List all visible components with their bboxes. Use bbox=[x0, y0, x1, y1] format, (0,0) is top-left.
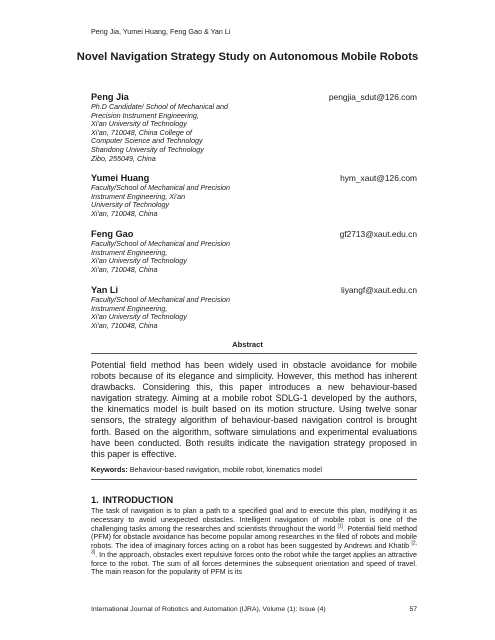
affiliation-line: Shandong University of Technology bbox=[91, 144, 204, 154]
section-heading-introduction bbox=[91, 495, 173, 505]
author-email[interactable]: pengjia_sdut@126.com bbox=[328, 92, 417, 102]
author-affiliation bbox=[91, 240, 417, 274]
paper-title: Novel Navigation Strategy Study on Autonomous Mobile Robots bbox=[76, 51, 419, 63]
keywords-line bbox=[91, 465, 417, 474]
keywords-text: Behaviour-based navigation, mobile robot, kinematics model bbox=[129, 465, 322, 474]
abstract-heading: Abstract bbox=[232, 340, 263, 349]
affiliation-line: Faculty/School of Mechanical and Precision bbox=[91, 183, 231, 192]
affiliation-line: Xi'an, 710048, China bbox=[91, 208, 158, 218]
page-footer bbox=[91, 606, 417, 613]
affiliation-line: Faculty/School of Mechanical and Precision bbox=[91, 239, 231, 248]
abstract-text: Potential field method has been widely used in obstacle avoidance for mobile robots because of its elegance and simplicity. However, this method has inherent drawbacks. Considering this, this paper introduces a new behaviour-based navigation strategy. Aiming at a mobile robot SDLG-1 developed by the authors, the kinematics model is built based on its motion structure. Using twelve sonar sensors, the strategy algorithm of behaviour-based navigation control is brought forth. Based on the algorithm, software simulations and experimental evaluations have been conducted. Both results indicate the navigation strategy proposed in this paper is effective. bbox=[91, 360, 417, 459]
author-affiliation bbox=[91, 296, 417, 330]
author-block-4 bbox=[91, 285, 417, 330]
introduction-text bbox=[91, 507, 417, 577]
affiliation-line: Instrument Engineering, Xi'an bbox=[91, 191, 186, 201]
abstract-top-rule bbox=[91, 353, 417, 354]
author-email[interactable]: hym_xaut@126.com bbox=[340, 173, 417, 183]
affiliation-line: Xi'an, 710048, China College of bbox=[91, 127, 192, 137]
section-number: 1. bbox=[91, 495, 99, 505]
affiliation-line: Ph.D Candidate/ School of Mechanical and bbox=[91, 102, 229, 111]
affiliation-line: Instrument Engineering, bbox=[91, 303, 168, 313]
author-name: Yan Li bbox=[91, 285, 119, 295]
keywords-bottom-rule bbox=[91, 479, 417, 480]
affiliation-line: Xi'an University of Technology bbox=[91, 256, 187, 266]
author-block-2 bbox=[91, 173, 417, 218]
citation-ref[interactable]: [2, 3] bbox=[91, 540, 417, 556]
author-name: Feng Gao bbox=[91, 229, 134, 239]
author-email[interactable]: liyangf@xaut.edu.cn bbox=[340, 285, 417, 295]
intro-text-run: The task of navigation is to plan a path to a specified goal and to execute this plan, modifying it as necessary to avoid unexpected obstacles. Intelligent navigation of mobile robot is one of the challenging tasks among the researches and scientists throughout the world bbox=[91, 506, 417, 533]
keywords-label: Keywords: bbox=[91, 465, 128, 474]
intro-text-run: . In the approach, obstacles exert repulsive forces onto the robot while the target applies an attractive force to the robot. The sum of all forces determines the subsequent orientation and speed of travel. The main reason for the popularity of PFM is its bbox=[91, 549, 417, 577]
intro-text-run: . Potential field method (PFM) for obstacle avoidance has become popular among researches in the filed of robots and mobile robots. The idea of imaginary forces acting on a robot has been suggested by Andrews and Khatib bbox=[91, 523, 417, 550]
affiliation-line: Xi'an, 710048, China bbox=[91, 320, 158, 330]
citation-ref[interactable]: [1] bbox=[337, 523, 344, 530]
affiliation-line: Xi'an University of Technology bbox=[91, 312, 187, 322]
author-block-3 bbox=[91, 229, 417, 274]
affiliation-line: Instrument Engineering, bbox=[91, 247, 168, 257]
affiliation-line: University of Technology bbox=[91, 200, 170, 210]
author-name: Yumei Huang bbox=[91, 173, 150, 183]
author-name: Peng Jia bbox=[91, 92, 129, 102]
running-head: Peng Jia, Yumei Huang, Feng Gao & Yan Li bbox=[91, 27, 231, 36]
affiliation-line: Xi'an, 710048, China bbox=[91, 264, 158, 274]
affiliation-line: Zibo, 255049, China bbox=[91, 153, 156, 163]
author-email[interactable]: gf2713@xaut.edu.cn bbox=[339, 229, 417, 239]
page-number: 57 bbox=[409, 606, 417, 613]
section-heading-text: INTRODUCTION bbox=[102, 495, 174, 505]
affiliation-line: Precision Instrument Engineering, bbox=[91, 110, 199, 120]
affiliation-line: Xi'an University of Technology bbox=[91, 119, 187, 129]
author-affiliation bbox=[91, 103, 417, 163]
affiliation-line: Faculty/School of Mechanical and Precision bbox=[91, 295, 231, 304]
author-affiliation bbox=[91, 184, 417, 218]
journal-citation: International Journal of Robotics and Automation (IJRA), Volume (1): Issue (4) bbox=[91, 606, 326, 613]
author-block-1 bbox=[91, 92, 417, 163]
affiliation-line: Computer Science and Technology bbox=[91, 136, 203, 146]
